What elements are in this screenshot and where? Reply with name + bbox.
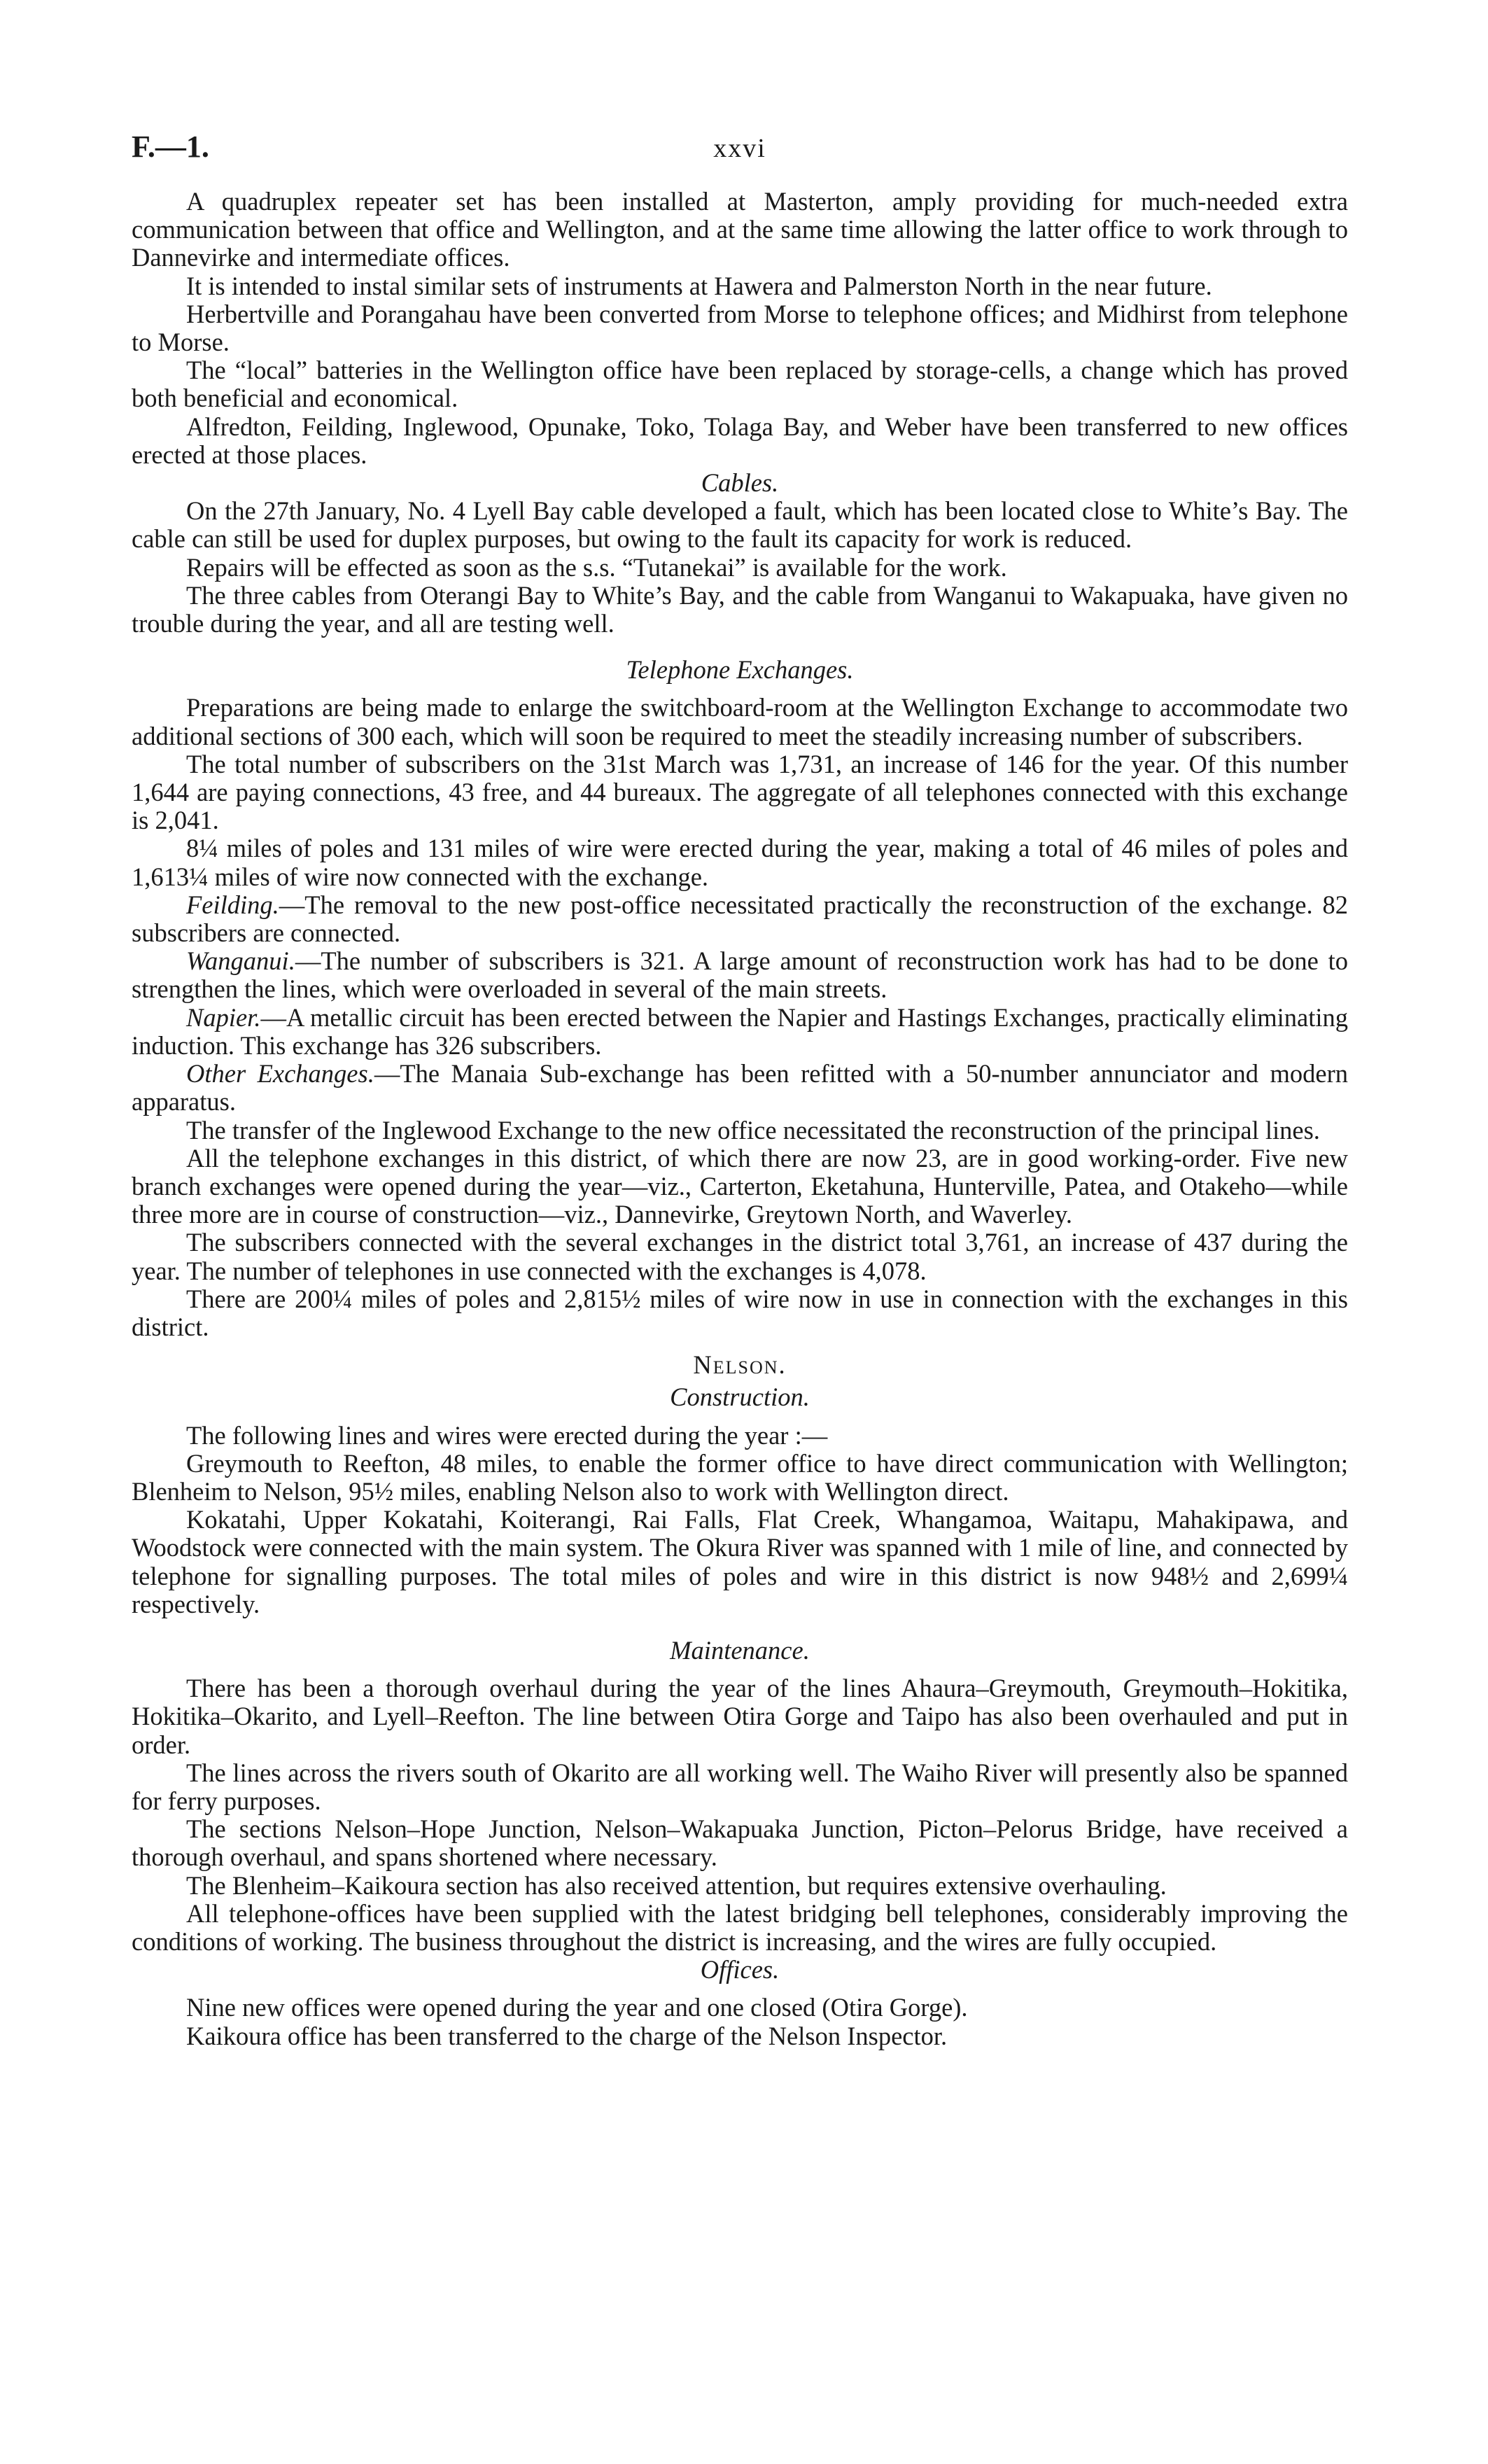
paragraph-text: —The removal to the new post-office necessitated practically the reconstruction of the exchange. 82 subscribers are connected. — [132, 890, 1348, 948]
paragraph: The following lines and wires were erected during the year :— — [186, 1420, 828, 1450]
paragraph: The sections Nelson–Hope Junction, Nelson–Wakapuaka Junction, Picton–Pelorus Bridge, have received a thorough overhaul, and spans shortened where necessary. — [132, 1814, 1348, 1872]
page-number: xxvi — [713, 134, 766, 163]
section-heading-offices: Offices. — [700, 1955, 780, 1984]
section-heading-telephone-exchanges: Telephone Exchanges. — [626, 655, 854, 685]
paragraph-text: —The number of subscribers is 321. A large amount of reconstruction work has had to be done to strengthen the lines, which were overloaded in several of the main streets. — [132, 946, 1348, 1004]
paragraph: It is intended to instal similar sets of instruments at Hawera and Palmerston North in the near future. — [186, 271, 1212, 300]
paragraph: 8¼ miles of poles and 131 miles of wire were erected during the year, making a total of 46 miles of poles and 1,613¼ miles of wire now connected with the exchange. — [132, 834, 1348, 891]
paragraph: On the 27th January, No. 4 Lyell Bay cable developed a fault, which has been located close to White’s Bay. The cable can still be used for duplex purposes, but owing to the fault its capacity for work is reduced. — [132, 496, 1348, 554]
paragraph: Repairs will be effected as soon as the s.s. “Tutanekai” is available for the work. — [186, 552, 1007, 582]
section-heading-maintenance: Maintenance. — [670, 1635, 810, 1665]
paragraph: The Blenheim–Kaikoura section has also received attention, but requires extensive overhauling. — [186, 1870, 1167, 1900]
paragraph: The “local” batteries in the Wellington office have been replaced by storage-cells, a change which has proved both beneficial and economical. — [132, 356, 1348, 413]
paragraph: Alfredton, Feilding, Inglewood, Opunake, Toko, Tolaga Bay, and Weber have been transferred to new offices erected at those places. — [132, 412, 1348, 469]
document-reference: F.—1. — [132, 130, 209, 164]
paragraph: All the telephone exchanges in this district, of which there are now 23, are in good working-order. Five new branch exchanges were opened during the year—viz., Carterton, Eketahuna, Hunterville, Patea, and Otakeho—while three more are in course of construction—viz., Dannevirke, Greytown North, and Waverley. — [132, 1143, 1348, 1229]
paragraph-lead: Napier. — [186, 1002, 261, 1032]
paragraph: A quadruplex repeater set has been installed at Masterton, amply providing for much-needed extra communication between that office and Wellington, and at the same time allowing the latter office to work through to Dannevirke and intermediate offices. — [132, 187, 1348, 272]
paragraph: The subscribers connected with the several exchanges in the district total 3,761, an increase of 437 during the year. The number of telephones in use connected with the exchanges is 4,078. — [132, 1228, 1348, 1285]
paragraph-feilding — [132, 891, 1348, 947]
section-heading-construction: Construction. — [670, 1382, 810, 1412]
document-page — [132, 130, 1348, 2050]
paragraph: The three cables from Oterangi Bay to White’s Bay, and the cable from Wanganui to Wakapuaka, have given no trouble during the year, and all are testing well. — [132, 580, 1348, 638]
paragraph-text: —A metallic circuit has been erected between the Napier and Hastings Exchanges, practically eliminating induction. This exchange has 326 subscribers. — [132, 1002, 1348, 1060]
paragraph: There are 200¼ miles of poles and 2,815½ miles of wire now in use in connection with the exchanges in this district. — [132, 1284, 1348, 1341]
paragraph: There has been a thorough overhaul during the year of the lines Ahaura–Greymouth, Greymouth–Hokitika, Hokitika–Okarito, and Lyell–Reefton. The line between Otira Gorge and Taipo has also been overhauled and put in order. — [132, 1674, 1348, 1759]
paragraph: Greymouth to Reefton, 48 miles, to enable the former office to have direct communication with Wellington; Blenheim to Nelson, 95½ miles, enabling Nelson also to work with Wellington direct. — [132, 1448, 1348, 1506]
paragraph-other-exchanges — [132, 1060, 1348, 1116]
paragraph: The transfer of the Inglewood Exchange to the new office necessitated the reconstruction of the principal lines. — [186, 1115, 1320, 1144]
paragraph: All telephone-offices have been supplied with the latest bridging bell telephones, considerably improving the conditions of working. The business throughout the district is increasing, and the wires are fully occupied. — [132, 1898, 1348, 1956]
district-heading-nelson: Nelson. — [693, 1350, 787, 1380]
section-heading-cables: Cables. — [701, 468, 779, 498]
paragraph: Nine new offices were opened during the year and one closed (Otira Gorge). — [186, 1993, 968, 2022]
paragraph: Kaikoura office has been transferred to the charge of the Nelson Inspector. — [186, 2021, 948, 2050]
paragraph-lead: Other Exchanges. — [186, 1059, 374, 1088]
paragraph: The total number of subscribers on the 31st March was 1,731, an increase of 146 for the year. Of this number 1,644 are paying connections, 43 free, and 44 bureaux. The aggregate of all telephones connected with this exchange is 2,041. — [132, 749, 1348, 835]
paragraph-wanganui — [132, 947, 1348, 1003]
paragraph-text: —The Manaia Sub-exchange has been refitted with a 50-number annunciator and modern apparatus. — [132, 1059, 1348, 1116]
paragraph: Herbertville and Porangahau have been converted from Morse to telephone offices; and Midhirst from telephone to Morse. — [132, 299, 1348, 357]
paragraph: Kokatahi, Upper Kokatahi, Koiterangi, Rai Falls, Flat Creek, Whangamoa, Waitapu, Mahakipawa, and Woodstock were connected with the main system. The Okura River was spanned with 1 mile of line, and connected by telephone for signalling purposes. The total miles of poles and wire in this district is now 948½ and 2,699¼ respectively. — [132, 1505, 1348, 1618]
paragraph-lead: Feilding. — [186, 890, 279, 919]
paragraph-napier — [132, 1004, 1348, 1060]
page-header — [132, 130, 1348, 188]
paragraph-lead: Wanganui. — [186, 946, 295, 976]
paragraph: The lines across the rivers south of Okarito are all working well. The Waiho River will presently also be spanned for ferry purposes. — [132, 1758, 1348, 1815]
paragraph: Preparations are being made to enlarge the switchboard-room at the Wellington Exchange to accommodate two additional sections of 300 each, which will soon be required to meet the steadily increasing number of subscribers. — [132, 693, 1348, 750]
